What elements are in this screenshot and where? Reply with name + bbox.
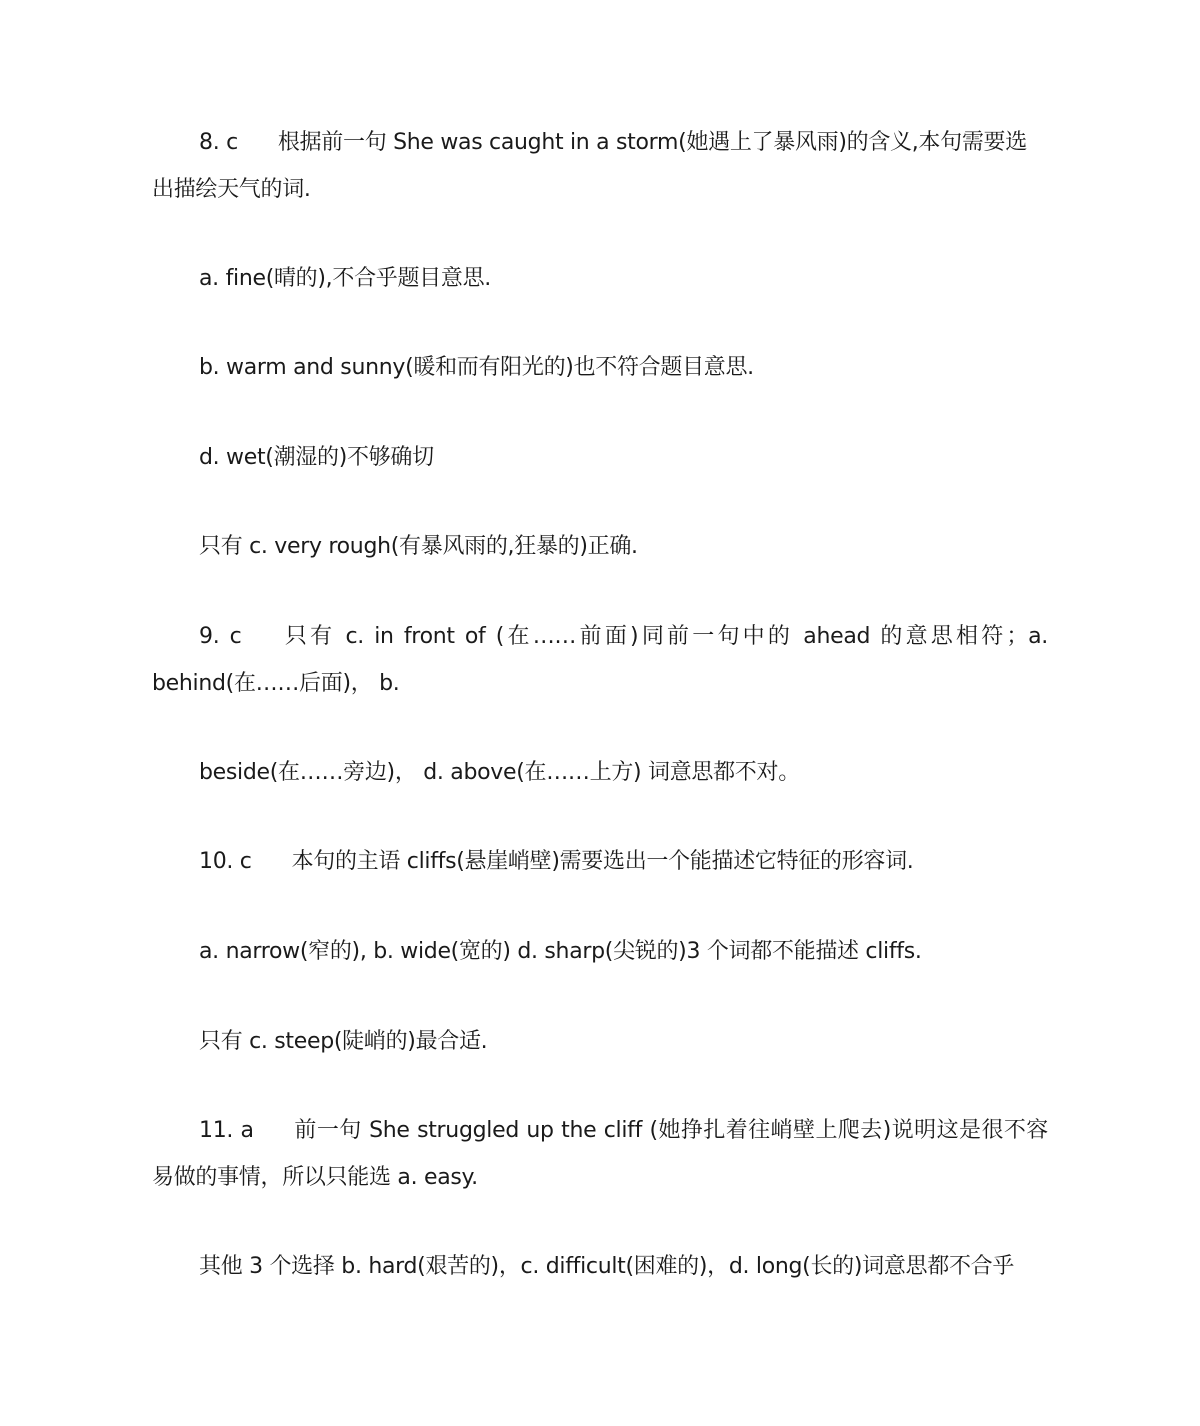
answer-label: 11. a xyxy=(199,1118,254,1143)
paragraph-line xyxy=(152,613,1048,660)
paragraph-line: d. wet(潮湿的)不够确切 xyxy=(199,445,434,470)
paragraph-line xyxy=(152,1107,1048,1154)
answer-label: 10. c xyxy=(199,849,252,874)
explanation-text: 只有 c. in front of (在……前面)同前一句中的 ahead 的意思相符；a. xyxy=(281,624,1048,649)
paragraph-q10 xyxy=(152,838,1048,885)
paragraph-line: a. narrow(窄的), b. wide(宽的) d. sharp(尖锐的)3 个词都不能描述 cliffs. xyxy=(199,939,922,964)
paragraph-q8 xyxy=(152,119,1048,213)
explanation-text: 本句的主语 cliffs(悬崖峭壁)需要选出一个能描述它特征的形容词. xyxy=(291,849,914,874)
paragraph-line: b. warm and sunny(暖和而有阳光的)也不符合题目意思. xyxy=(199,355,754,380)
answer-label: 8. c xyxy=(199,130,238,155)
paragraph-q8-b xyxy=(152,344,1048,391)
answer-label: 9. c xyxy=(199,624,242,649)
paragraph-q8-c xyxy=(152,523,1048,570)
paragraph-q9-rest xyxy=(152,749,1048,796)
paragraph-q8-a xyxy=(152,255,1048,302)
paragraph-line: 其他 3 个选择 b. hard(艰苦的)，c. difficult(困难的)，d. long(长的)词意思都不合乎 xyxy=(199,1254,1015,1279)
paragraph-line: 只有 c. steep(陡峭的)最合适. xyxy=(199,1029,488,1054)
paragraph-q11-others xyxy=(152,1243,1048,1290)
paragraph-q9 xyxy=(152,613,1048,707)
paragraph-line: 易做的事情，所以只能选 a. easy. xyxy=(152,1165,478,1190)
paragraph-line: 只有 c. very rough(有暴风雨的,狂暴的)正确. xyxy=(199,534,638,559)
paragraph-line xyxy=(152,838,1048,885)
paragraph-q10-c xyxy=(152,1018,1048,1065)
paragraph-line: a. fine(晴的),不合乎题目意思. xyxy=(199,266,491,291)
paragraph-q10-abd xyxy=(152,928,1048,975)
paragraph-line: behind(在……后面)， b. xyxy=(152,671,400,696)
paragraph-line: 出描绘天气的词. xyxy=(152,177,311,202)
explanation-text: 前一句 She struggled up the cliff (她挣扎着往峭壁上爬去)说明这是很不容 xyxy=(293,1118,1048,1143)
explanation-text: 根据前一句 She was caught in a storm(她遇上了暴风雨)的含义,本句需要选 xyxy=(277,130,1027,155)
paragraph-q11 xyxy=(152,1107,1048,1201)
paragraph-line xyxy=(152,119,1048,166)
paragraph-line: beside(在……旁边)， d. above(在……上方) 词意思都不对。 xyxy=(199,760,800,785)
paragraph-q8-d xyxy=(152,434,1048,481)
